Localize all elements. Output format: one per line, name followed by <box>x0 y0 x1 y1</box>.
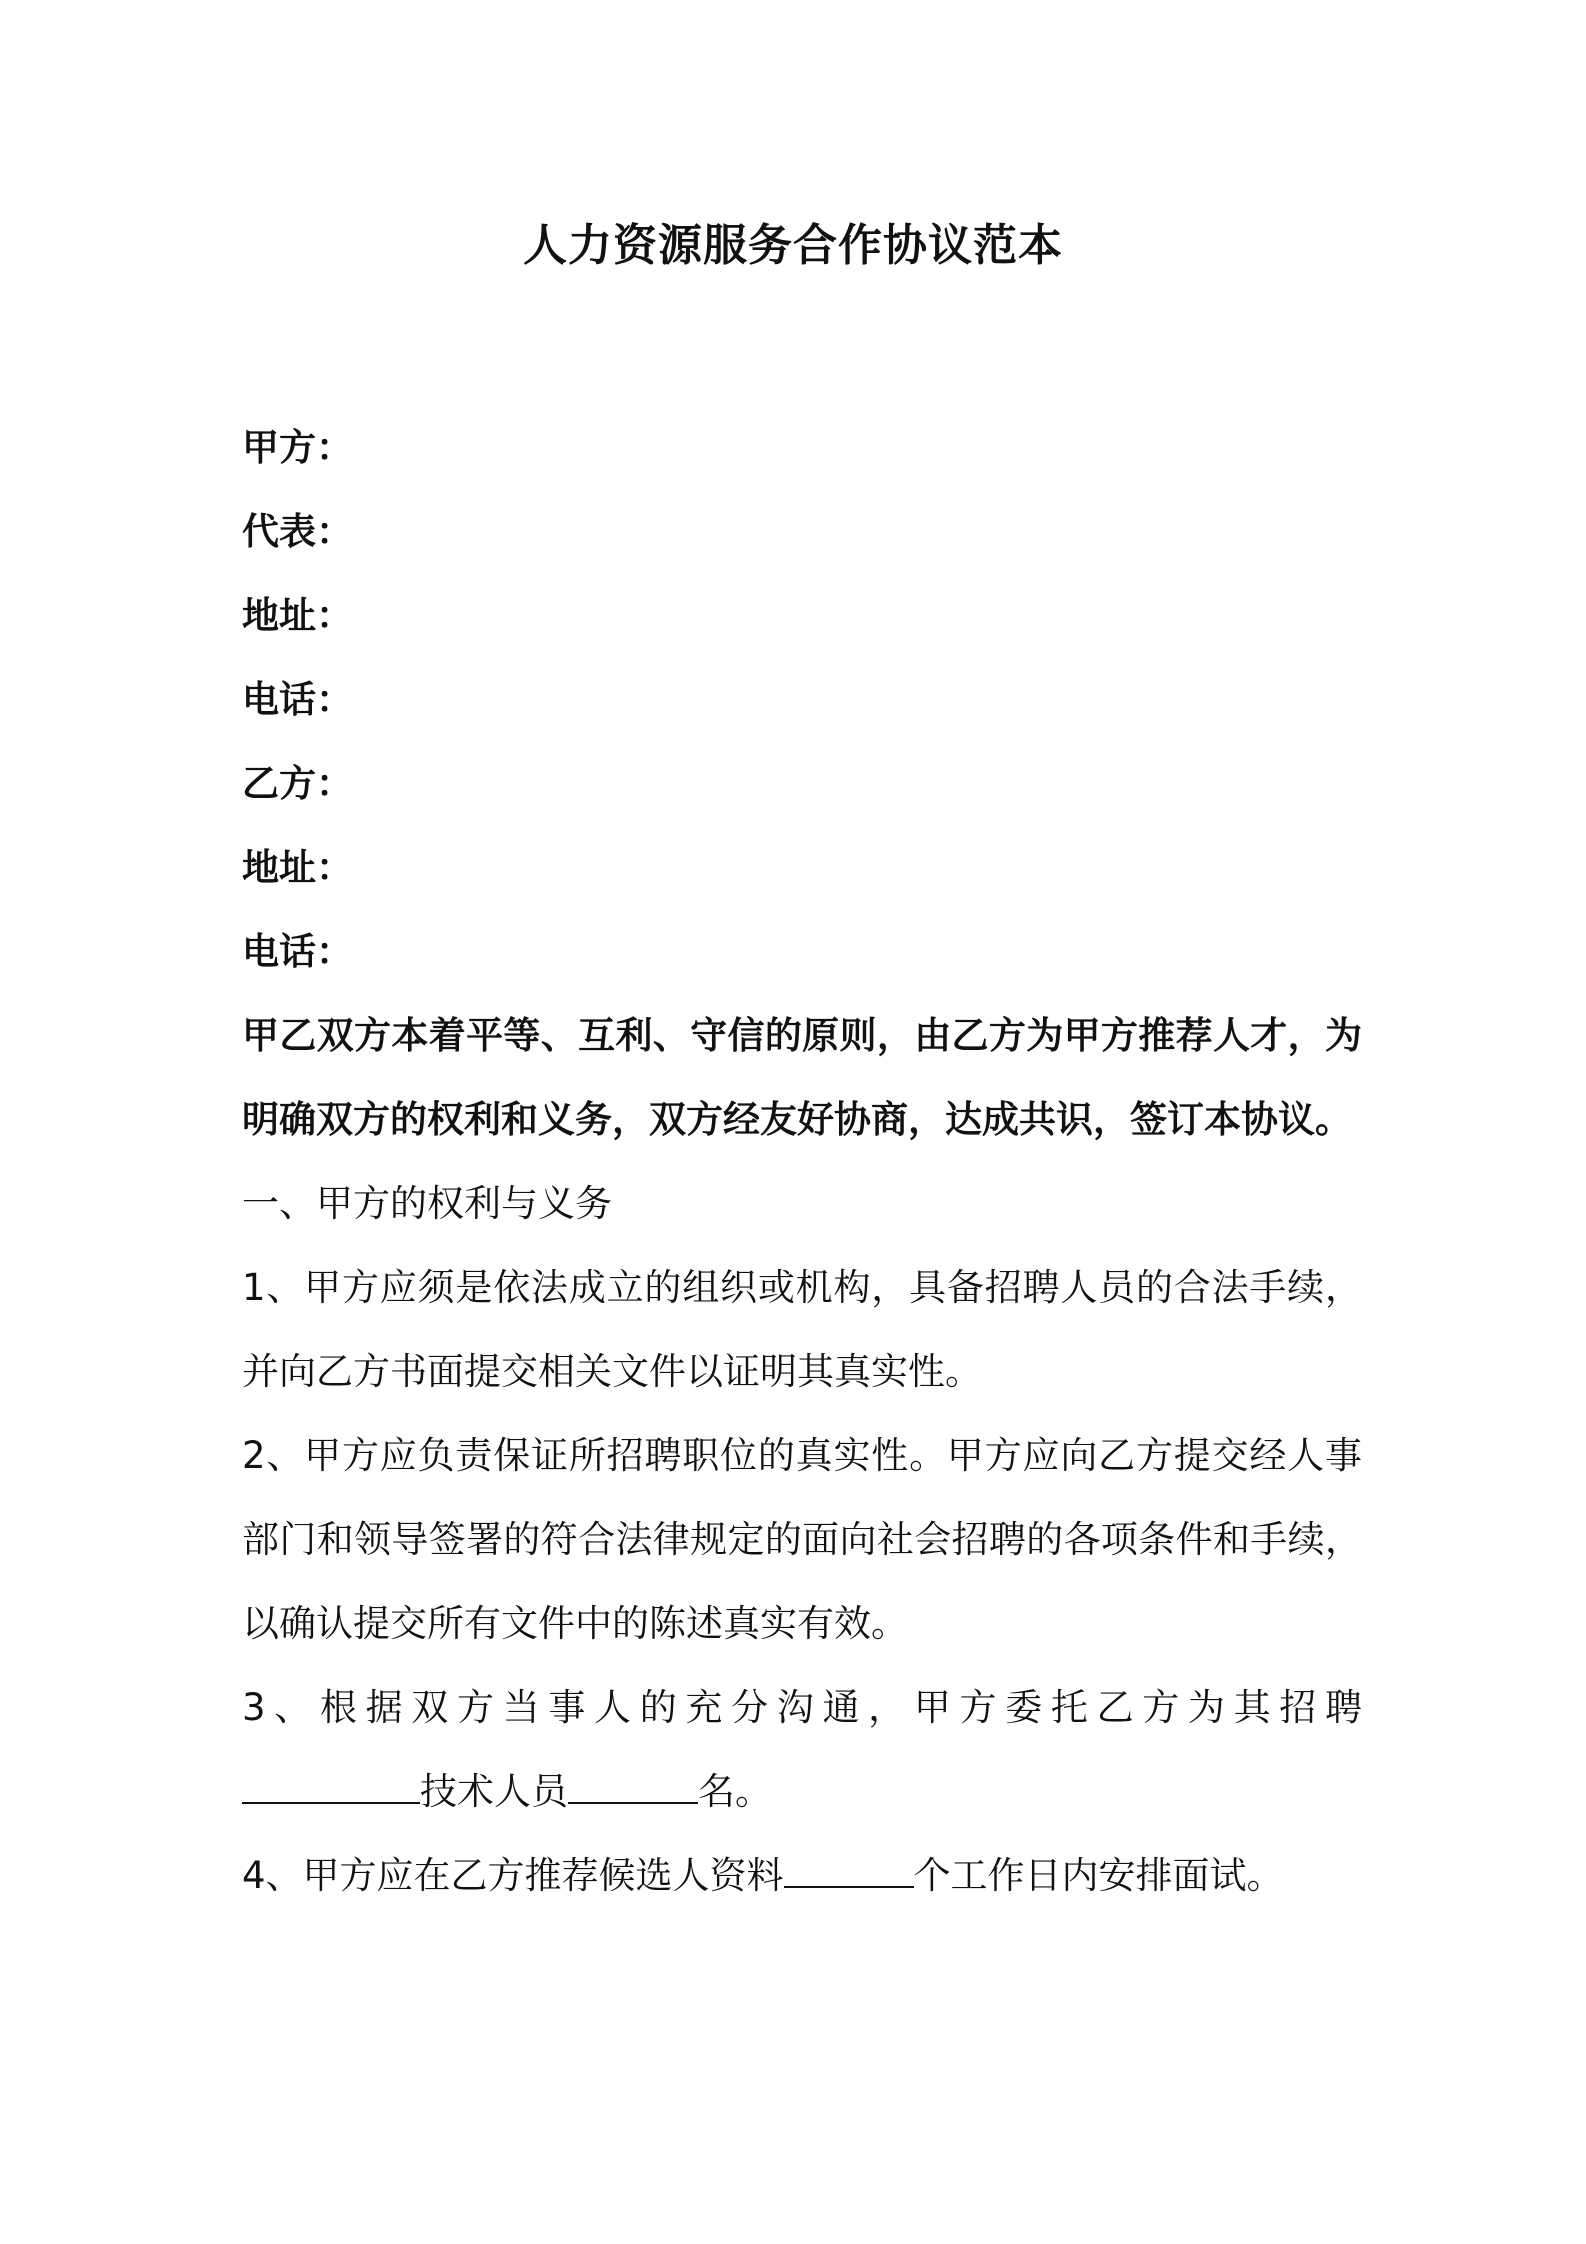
blank-days-field <box>784 1842 914 1888</box>
preamble-paragraph: 甲乙双方本着平等、互利、守信的原则，由乙方为甲方推荐人才，为明确双方的权利和义务，双方经友好协商，达成共识，签订本协议。 <box>242 1014 1362 1141</box>
blank-position-field <box>242 1758 420 1804</box>
field-party-b: 乙方： <box>242 762 353 805</box>
field-representative: 代表： <box>242 510 353 553</box>
field-address-b: 地址： <box>242 846 353 889</box>
clause-3-suffix: 名。 <box>698 1770 772 1813</box>
section-heading-party-a: 一、甲方的权利与义务 <box>242 1182 612 1225</box>
document-title: 人力资源服务合作协议范本 <box>523 220 1063 271</box>
clause-2: 2、甲方应负责保证所招聘职位的真实性。甲方应向乙方提交经人事部门和领导签署的符合法律规定的面向社会招聘的各项条件和手续，以确认提交所有文件中的陈述真实有效。 <box>242 1434 1362 1645</box>
clause-4 <box>242 1834 1362 1918</box>
clause-4-prefix: 4、甲方应在乙方推荐候选人资料 <box>242 1854 784 1897</box>
clause-1: 1、甲方应须是依法成立的组织或机构，具备招聘人员的合法手续，并向乙方书面提交相关文件以证明其真实性。 <box>242 1266 1362 1393</box>
field-party-a: 甲方： <box>242 426 353 469</box>
agreement-body <box>242 994 1362 1918</box>
clause-4-suffix: 个工作日内安排面试。 <box>913 1854 1284 1897</box>
field-address-a: 地址： <box>242 594 353 637</box>
clause-3-line1: 3、根据双方当事人的充分沟通，甲方委托乙方为其招聘 <box>242 1686 1362 1729</box>
field-phone-a: 电话： <box>242 678 353 721</box>
clause-3-line2 <box>242 1750 1362 1834</box>
field-phone-b: 电话： <box>242 930 353 973</box>
blank-count-field <box>568 1758 698 1804</box>
party-info-fields <box>242 406 1362 994</box>
clause-3-tech-staff: 技术人员 <box>420 1770 568 1813</box>
